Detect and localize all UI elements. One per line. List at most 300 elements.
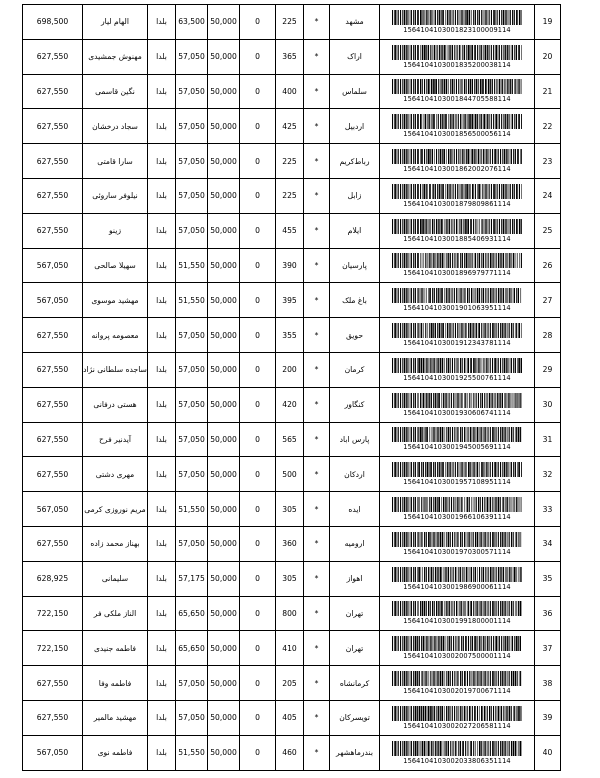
barcode-bar	[497, 149, 498, 164]
barcode-bar	[485, 567, 486, 582]
barcode-bar	[443, 149, 445, 164]
barcode-bar	[488, 253, 489, 268]
barcode-bar	[477, 184, 478, 199]
barcode-bar	[449, 184, 450, 199]
barcode-bar	[473, 497, 474, 512]
barcode-bar	[480, 427, 481, 442]
barcode-bar	[492, 323, 494, 338]
barcode-bar	[448, 253, 449, 268]
barcode-bar	[413, 45, 414, 60]
barcode-bar	[439, 184, 440, 199]
barcode-bar	[468, 462, 470, 477]
barcode-bar	[425, 671, 426, 686]
barcode-bar	[478, 497, 479, 512]
barcode-bar	[397, 497, 398, 512]
barcode-bar	[482, 219, 483, 234]
barcode-bar	[407, 393, 408, 408]
barcode-bar	[410, 114, 411, 129]
barcode-bar	[424, 532, 425, 547]
barcode-bar	[397, 288, 398, 303]
barcode-bar	[420, 393, 421, 408]
recipient-name-cell: الناز ملکی فر	[83, 596, 148, 631]
barcode-bar	[502, 741, 503, 756]
barcode-bar	[426, 288, 427, 303]
barcode-bar	[406, 184, 407, 199]
barcode-bar	[510, 184, 511, 199]
table-body	[23, 5, 561, 771]
barcode-bar	[437, 462, 438, 477]
barcode-bar	[462, 45, 463, 60]
barcode-bar	[415, 45, 416, 60]
barcode-bar	[411, 427, 412, 442]
barcode-bar	[465, 288, 466, 303]
barcode-bar	[506, 706, 507, 721]
barcode-bar	[471, 288, 472, 303]
barcode-bar	[400, 323, 401, 338]
barcode-bar	[508, 393, 509, 408]
barcode-bar	[514, 114, 515, 129]
table-row	[23, 387, 561, 422]
barcode-bar	[425, 219, 426, 234]
barcode-bar	[452, 358, 453, 373]
barcode-bar	[413, 671, 414, 686]
barcode-bar	[481, 427, 482, 442]
barcode-bar	[428, 601, 429, 616]
barcode-bar	[452, 706, 453, 721]
destination-city-cell: پارسیان	[330, 248, 380, 283]
barcode-bar	[447, 462, 448, 477]
barcode-bar	[492, 79, 493, 94]
recipient-name-cell: معصومه پروانه	[83, 318, 148, 353]
extra-cost-cell: 0	[240, 526, 276, 561]
barcode-bar	[469, 497, 470, 512]
barcode-bar	[404, 532, 405, 547]
shipments-table	[22, 4, 561, 771]
barcode-number: 1564104103001930606741114	[403, 408, 511, 417]
barcode-bar	[477, 706, 478, 721]
weight-cell: 390	[276, 248, 304, 283]
barcode-bar	[398, 601, 399, 616]
barcode-bar	[407, 636, 408, 651]
barcode-bar	[509, 393, 510, 408]
barcode-bar	[481, 741, 482, 756]
barcode-bar	[406, 219, 407, 234]
barcode-bar	[400, 45, 401, 60]
barcode-bar	[400, 184, 401, 199]
barcode-bar	[448, 532, 449, 547]
barcode-bar	[423, 636, 425, 651]
barcode-bar	[492, 288, 493, 303]
barcode-bar	[517, 358, 518, 373]
barcode-bar	[438, 567, 439, 582]
barcode-bar	[452, 288, 453, 303]
barcode-bar	[506, 10, 507, 25]
barcode-bar	[420, 253, 421, 268]
barcode-bar	[397, 532, 398, 547]
barcode-bar	[486, 10, 487, 25]
barcode-bar	[397, 601, 398, 616]
amount-cell: 627,550	[23, 387, 83, 422]
barcode-bar	[490, 323, 491, 338]
barcode-bar	[491, 45, 492, 60]
barcode-bar	[493, 253, 494, 268]
barcode-bar	[489, 497, 490, 512]
barcode-bar	[484, 706, 486, 721]
barcode-bar	[413, 288, 414, 303]
barcode-number: 1564104103001862002076114	[403, 165, 511, 174]
barcode-bar	[464, 393, 465, 408]
barcode-bar	[418, 323, 419, 338]
barcode-bar	[500, 567, 501, 582]
barcode-bar	[517, 393, 518, 408]
barcode-bar	[418, 393, 419, 408]
barcode-icon	[392, 427, 522, 442]
barcode-bar	[442, 149, 443, 164]
barcode-bar	[435, 636, 436, 651]
barcode-bar	[468, 323, 469, 338]
barcode-bar	[407, 219, 408, 234]
barcode-bar	[430, 358, 431, 373]
barcode-bar	[410, 219, 411, 234]
barcode-bar	[462, 323, 463, 338]
amount-cell: 567,050	[23, 283, 83, 318]
barcode-bar	[422, 532, 423, 547]
barcode-bar	[421, 288, 422, 303]
barcode-bar	[392, 358, 393, 373]
barcode-bar	[419, 706, 421, 721]
barcode-bar	[454, 358, 455, 373]
barcode-bar	[447, 219, 448, 234]
barcode-bar	[432, 219, 433, 234]
delivery-type-cell: بلدا	[148, 39, 176, 74]
barcode-cell	[380, 457, 535, 492]
barcode-bar	[485, 427, 486, 442]
barcode-bar	[509, 45, 510, 60]
barcode-bar	[490, 741, 491, 756]
barcode-bar	[488, 323, 489, 338]
barcode-bar	[470, 79, 472, 94]
weight-cell: 395	[276, 283, 304, 318]
barcode-bar	[441, 706, 443, 721]
barcode-bar	[435, 393, 436, 408]
barcode-bar	[496, 671, 497, 686]
barcode-bar	[510, 567, 511, 582]
barcode-bar	[406, 393, 407, 408]
barcode-bar	[392, 567, 393, 582]
barcode-bar	[407, 253, 408, 268]
barcode-bar	[521, 10, 522, 25]
barcode-bar	[404, 393, 405, 408]
barcode-bar	[406, 706, 407, 721]
barcode-bar	[455, 567, 456, 582]
barcode-bar	[462, 79, 463, 94]
barcode-bar	[457, 184, 458, 199]
barcode-bar	[443, 741, 444, 756]
barcode-bar	[509, 114, 510, 129]
weight-cell: 410	[276, 631, 304, 666]
barcode-bar	[493, 45, 494, 60]
barcode-bar	[421, 149, 423, 164]
barcode-bar	[392, 45, 393, 60]
barcode-bar	[486, 462, 487, 477]
barcode-bar	[422, 10, 423, 25]
barcode-bar	[446, 636, 447, 651]
barcode-bar	[424, 741, 425, 756]
barcode-bar	[404, 636, 405, 651]
barcode-bar	[479, 358, 480, 373]
barcode-number: 1564104103001896979771114	[403, 269, 511, 278]
barcode-bar	[497, 393, 498, 408]
barcode-bar	[402, 219, 403, 234]
barcode-bar	[459, 462, 460, 477]
barcode-bar	[509, 253, 510, 268]
barcode-bar	[430, 636, 431, 651]
barcode-bar	[514, 497, 515, 512]
barcode-bar	[449, 706, 450, 721]
barcode-bar	[433, 671, 434, 686]
barcode-bar	[521, 253, 522, 268]
barcode-bar	[411, 288, 412, 303]
barcode-bar	[491, 184, 492, 199]
barcode-bar	[501, 567, 502, 582]
barcode-bar	[415, 497, 416, 512]
barcode-bar	[502, 323, 503, 338]
barcode-bar	[423, 706, 425, 721]
barcode-bar	[402, 79, 403, 94]
barcode-bar	[482, 497, 483, 512]
barcode-bar	[468, 427, 469, 442]
barcode-bar	[508, 741, 509, 756]
barcode-bar	[510, 253, 511, 268]
barcode-bar	[508, 671, 509, 686]
barcode-bar	[429, 497, 430, 512]
barcode-bar	[458, 636, 459, 651]
barcode-bar	[470, 601, 472, 616]
barcode-bar	[449, 323, 450, 338]
barcode-bar	[521, 462, 522, 477]
barcode-bar	[502, 671, 503, 686]
barcode-bar	[450, 149, 451, 164]
barcode-bar	[479, 427, 480, 442]
barcode-bar	[417, 323, 418, 338]
barcode-bar	[473, 358, 475, 373]
barcode-bar	[445, 497, 446, 512]
barcode-bar	[444, 601, 445, 616]
barcode-bar	[488, 741, 489, 756]
barcode-bar	[448, 79, 449, 94]
barcode-bar	[417, 149, 419, 164]
mark-cell: *	[304, 666, 330, 701]
barcode-bar	[506, 288, 507, 303]
barcode-bar	[413, 323, 414, 338]
barcode-bar	[431, 741, 432, 756]
barcode-bar	[501, 79, 502, 94]
barcode-bar	[509, 532, 510, 547]
barcode-bar	[491, 219, 492, 234]
barcode-bar	[483, 114, 485, 129]
barcode-bar	[488, 671, 489, 686]
barcode-bar	[431, 358, 432, 373]
barcode-bar	[460, 114, 461, 129]
barcode-bar	[466, 149, 467, 164]
barcode-bar	[400, 114, 401, 129]
barcode-bar	[462, 671, 463, 686]
barcode-bar	[517, 253, 518, 268]
barcode-bar	[440, 427, 441, 442]
row-number-cell: 34	[535, 526, 561, 561]
barcode-bar	[445, 532, 446, 547]
barcode-bar	[434, 427, 435, 442]
barcode-bar	[494, 149, 496, 164]
barcode-bar	[477, 10, 478, 25]
barcode-bar	[422, 671, 423, 686]
barcode-bar	[418, 427, 419, 442]
barcode-bar	[433, 184, 434, 199]
mark-cell: *	[304, 283, 330, 318]
barcode-bar	[425, 706, 426, 721]
barcode-bar	[392, 706, 393, 721]
row-number-cell: 23	[535, 144, 561, 179]
barcode-bar	[434, 532, 435, 547]
extra-cost-cell: 0	[240, 109, 276, 144]
row-number-cell: 40	[535, 735, 561, 770]
total-cost-cell: 65,650	[176, 631, 208, 666]
recipient-name-cell: سارا قامتی	[83, 144, 148, 179]
barcode-bar	[461, 45, 462, 60]
recipient-name-cell: ساجده سلطانی نژاد	[83, 352, 148, 387]
barcode-bar	[503, 497, 504, 512]
barcode-bar	[457, 10, 458, 25]
barcode-bar	[483, 288, 484, 303]
barcode-bar	[438, 636, 439, 651]
barcode-bar	[398, 567, 399, 582]
delivery-type-cell: بلدا	[148, 109, 176, 144]
barcode-bar	[483, 462, 484, 477]
barcode-bar	[520, 149, 521, 164]
barcode-bar	[404, 219, 405, 234]
barcode-bar	[508, 79, 509, 94]
barcode-bar	[489, 636, 490, 651]
barcode-bar	[485, 532, 486, 547]
barcode-bar	[493, 636, 494, 651]
barcode-bar	[392, 10, 393, 25]
barcode-bar	[494, 427, 495, 442]
barcode-bar	[516, 114, 517, 129]
barcode-bar	[406, 79, 407, 94]
barcode-bar	[516, 393, 517, 408]
barcode-bar	[503, 636, 504, 651]
barcode-bar	[451, 601, 452, 616]
barcode-bar	[444, 79, 445, 94]
barcode-bar	[449, 497, 450, 512]
barcode-bar	[440, 741, 442, 756]
barcode-bar	[512, 114, 513, 129]
barcode-bar	[518, 45, 520, 60]
barcode-bar	[434, 636, 435, 651]
barcode-bar	[520, 427, 521, 442]
barcode-bar	[402, 741, 403, 756]
barcode-bar	[460, 358, 461, 373]
barcode-bar	[415, 462, 416, 477]
barcode-bar	[411, 497, 412, 512]
barcode-bar	[442, 427, 444, 442]
amount-cell: 627,550	[23, 74, 83, 109]
barcode-bar	[462, 253, 463, 268]
recipient-name-cell: فاطمه وفا	[83, 666, 148, 701]
barcode-bar	[431, 427, 432, 442]
barcode-bar	[451, 393, 452, 408]
barcode-bar	[513, 532, 514, 547]
barcode-bar	[511, 323, 512, 338]
recipient-name-cell: مهشید مالمیر	[83, 700, 148, 735]
barcode-bar	[436, 288, 437, 303]
barcode-bar	[493, 219, 495, 234]
barcode-bar	[397, 79, 398, 94]
base-cost-cell: 50,000	[208, 5, 240, 40]
mark-cell: *	[304, 631, 330, 666]
barcode-bar	[472, 393, 473, 408]
barcode-bar	[468, 45, 470, 60]
barcode-bar	[410, 393, 411, 408]
barcode-bar	[492, 497, 493, 512]
barcode-bar	[450, 671, 451, 686]
barcode-bar	[484, 393, 485, 408]
barcode-bar	[436, 219, 437, 234]
barcode-bar	[411, 532, 412, 547]
barcode-bar	[417, 462, 418, 477]
barcode-bar	[490, 567, 492, 582]
mark-cell: *	[304, 352, 330, 387]
barcode-bar	[402, 45, 403, 60]
barcode-bar	[402, 567, 403, 582]
extra-cost-cell: 0	[240, 5, 276, 40]
weight-cell: 360	[276, 526, 304, 561]
barcode-bar	[450, 45, 451, 60]
total-cost-cell: 57,050	[176, 387, 208, 422]
barcode-bar	[407, 671, 408, 686]
barcode-bar	[432, 45, 433, 60]
barcode-bar	[471, 149, 473, 164]
barcode-number: 1564104103001823100009114	[403, 25, 511, 34]
barcode-bar	[490, 671, 491, 686]
barcode-bar	[406, 149, 407, 164]
barcode-bar	[478, 671, 479, 686]
destination-city-cell: تهران	[330, 631, 380, 666]
barcode-bar	[438, 358, 439, 373]
barcode-bar	[466, 427, 467, 442]
barcode-bar	[505, 10, 506, 25]
barcode-bar	[485, 79, 487, 94]
barcode-bar	[484, 323, 485, 338]
barcode-bar	[472, 79, 473, 94]
barcode-bar	[460, 532, 461, 547]
barcode-bar	[410, 427, 411, 442]
barcode-bar	[407, 601, 408, 616]
barcode-bar	[400, 149, 401, 164]
barcode-bar	[450, 567, 451, 582]
barcode-bar	[506, 567, 507, 582]
barcode-bar	[413, 636, 414, 651]
barcode-bar	[426, 601, 427, 616]
barcode-bar	[460, 706, 461, 721]
barcode-bar	[465, 636, 467, 651]
barcode-bar	[494, 671, 495, 686]
barcode-bar	[511, 497, 512, 512]
barcode-bar	[505, 253, 506, 268]
extra-cost-cell: 0	[240, 735, 276, 770]
barcode-bar	[446, 253, 447, 268]
barcode-bar	[511, 636, 512, 651]
